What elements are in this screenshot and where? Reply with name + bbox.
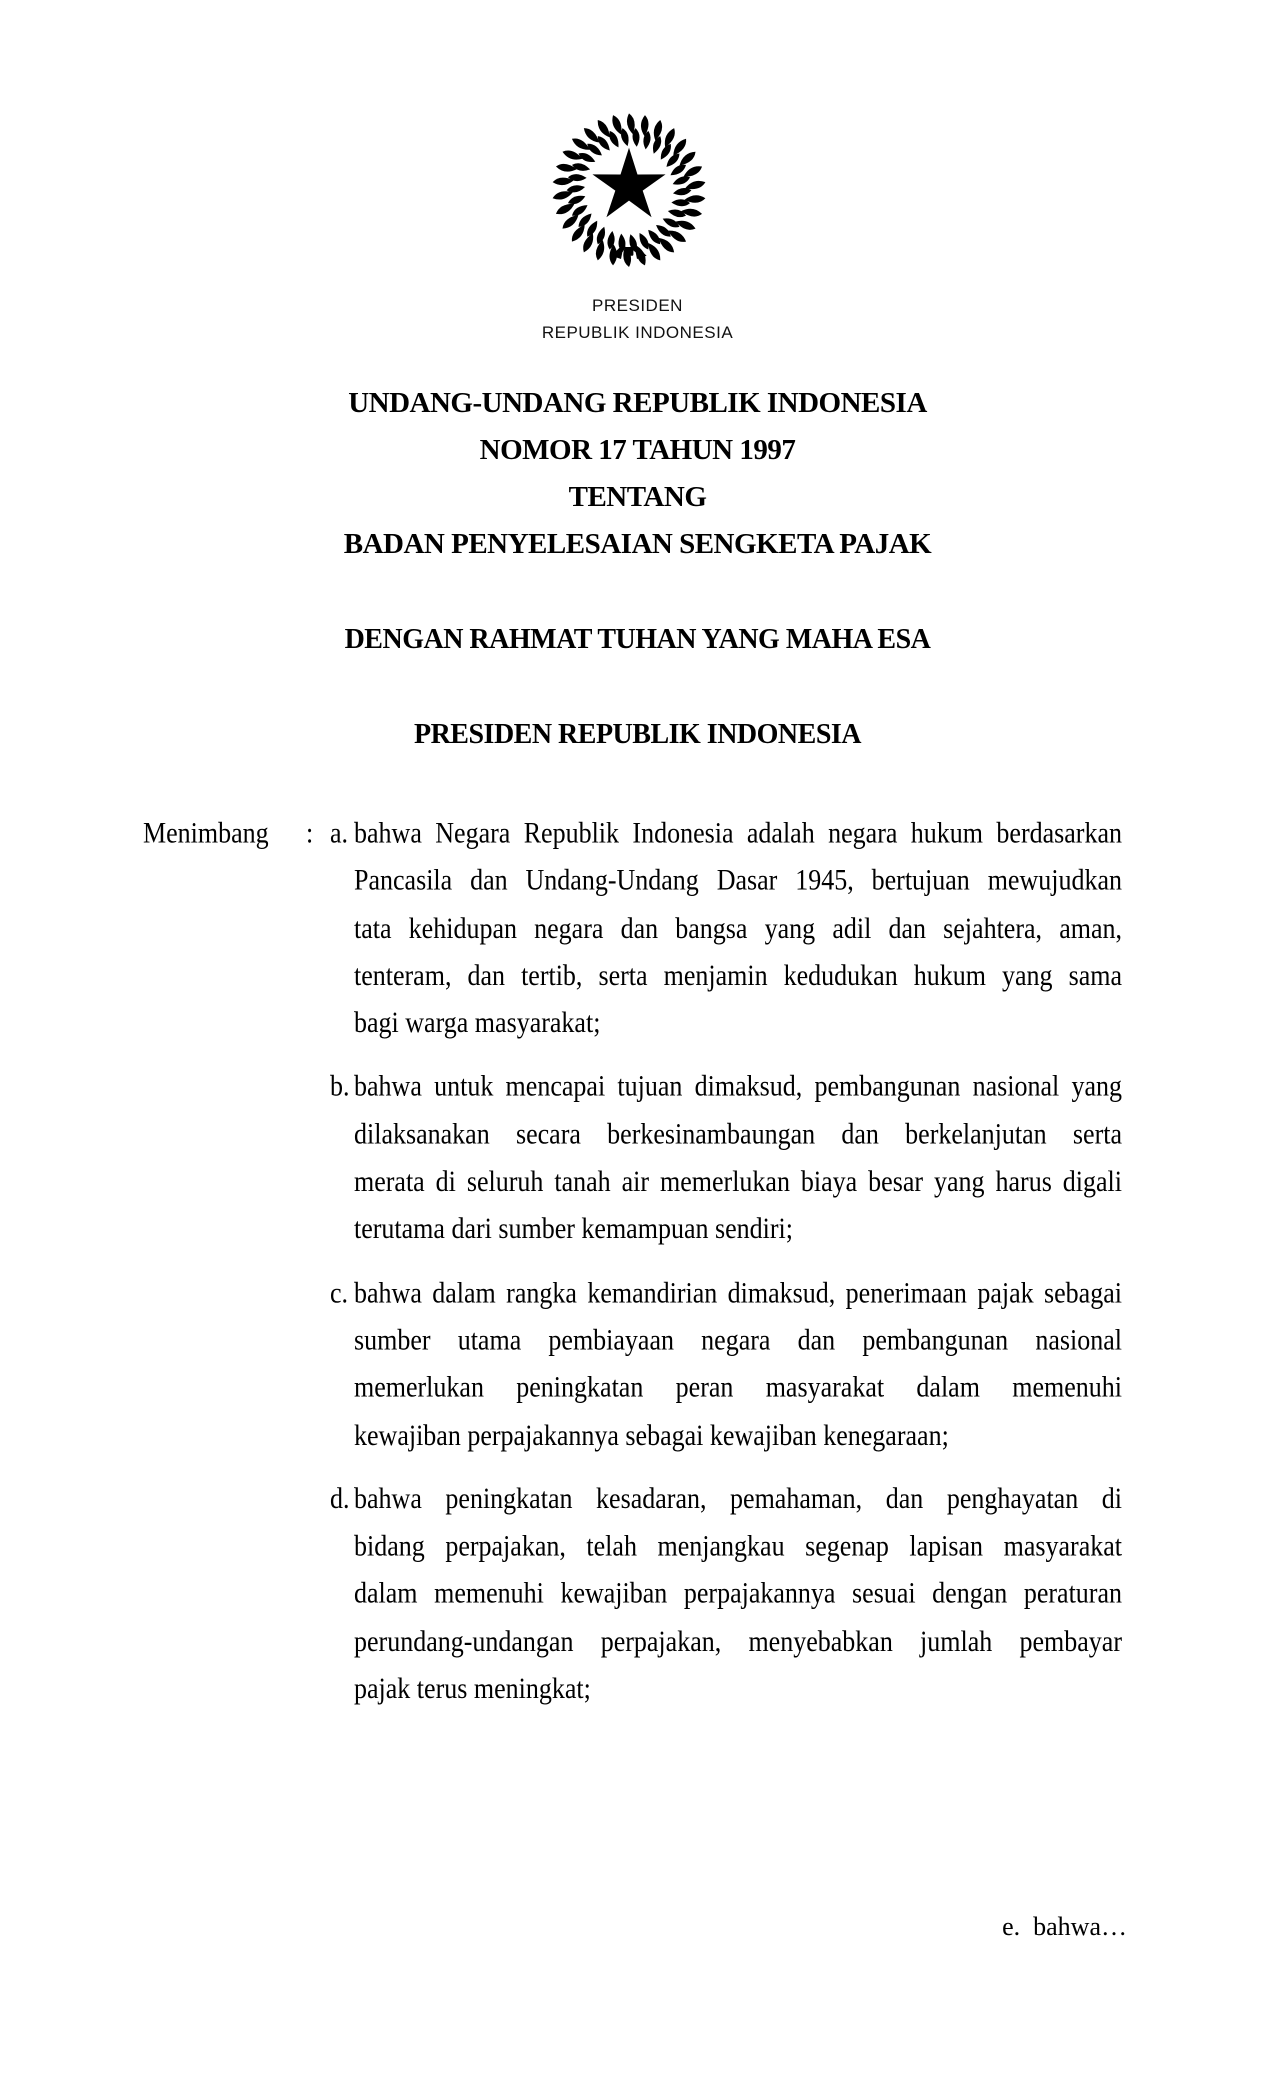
item-letter: c. xyxy=(330,1275,349,1309)
law-title-tentang: TENTANG xyxy=(568,481,707,513)
menimbang-label: Menimbang xyxy=(143,815,269,850)
letterhead-presiden: PRESIDEN xyxy=(592,296,683,315)
text-line: bagi warga masyarakat; xyxy=(354,1005,601,1040)
letterhead xyxy=(0,292,1275,346)
text-line: tata kehidupan negara dan bangsa yang adil dan sejahtera, aman, xyxy=(354,910,1122,945)
item-text xyxy=(354,1475,1122,1712)
text-line: memerlukan peningkatan peran masyarakat dalam memenuhi xyxy=(354,1370,1122,1404)
text-line: bahwa Negara Republik Indonesia adalah negara hukum berdasarkan xyxy=(354,815,1122,850)
menimbang-colon: : xyxy=(306,815,314,850)
consideration-item-c xyxy=(330,1269,1122,1459)
text-line: pajak terus meningkat; xyxy=(354,1671,591,1705)
star-icon xyxy=(592,148,665,217)
law-title-subject: BADAN PENYELESAIAN SENGKETA PAJAK xyxy=(343,528,932,560)
text-line: sumber utama pembiayaan negara dan pembangunan nasional xyxy=(354,1323,1122,1357)
text-line: Pancasila dan Undang-Undang Dasar 1945, bertujuan mewujudkan xyxy=(354,863,1122,897)
text-line: bahwa dalam rangka kemandirian dimaksud, penerimaan pajak sebagai xyxy=(354,1275,1122,1309)
considerations-list xyxy=(330,809,1122,1712)
item-letter: d. xyxy=(330,1481,350,1515)
text-line: perundang-undangan perpajakan, menyebabkan jumlah pembayar xyxy=(354,1624,1122,1658)
invocation-line: DENGAN RAHMAT TUHAN YANG MAHA ESA xyxy=(344,624,931,655)
text-line: bidang perpajakan, telah menjangkau segenap lapisan masyarakat xyxy=(354,1529,1122,1563)
catchword: e. bahwa… xyxy=(1002,1912,1127,1941)
text-line: terutama dari sumber kemampuan sendiri; xyxy=(354,1211,793,1246)
text-line: dalam memenuhi kewajiban perpajakannya sesuai dengan peraturan xyxy=(354,1576,1122,1610)
item-text xyxy=(354,1063,1122,1253)
consideration-item-a xyxy=(330,809,1122,1046)
text-line: bahwa peningkatan kesadaran, pemahaman, dan penghayatan di xyxy=(354,1481,1122,1515)
text-line: bahwa untuk mencapai tujuan dimaksud, pembangunan nasional yang xyxy=(354,1069,1122,1103)
item-text xyxy=(354,1269,1122,1459)
item-text xyxy=(354,809,1122,1046)
item-letter: b. xyxy=(330,1069,350,1103)
item-letter: a. xyxy=(330,815,349,850)
law-title-line1: UNDANG-UNDANG REPUBLIK INDONESIA xyxy=(348,387,927,419)
authority-line: PRESIDEN REPUBLIK INDONESIA xyxy=(413,719,862,750)
letterhead-republik-indonesia: REPUBLIK INDONESIA xyxy=(541,323,734,342)
consideration-item-b xyxy=(330,1063,1122,1253)
law-title xyxy=(0,380,1275,568)
presidential-seal-icon xyxy=(549,110,709,276)
text-line: kewajiban perpajakannya sebagai kewajiban kenegaraan; xyxy=(354,1417,949,1452)
text-line: dilaksanakan secara berkesinambaungan dan berkelanjutan serta xyxy=(354,1116,1122,1151)
text-line: merata di seluruh tanah air memerlukan biaya besar yang harus digali xyxy=(354,1164,1122,1198)
text-line: tenteram, dan tertib, serta menjamin kedudukan hukum yang sama xyxy=(354,958,1122,992)
law-title-number: NOMOR 17 TAHUN 1997 xyxy=(479,434,796,466)
consideration-item-d xyxy=(330,1475,1122,1712)
